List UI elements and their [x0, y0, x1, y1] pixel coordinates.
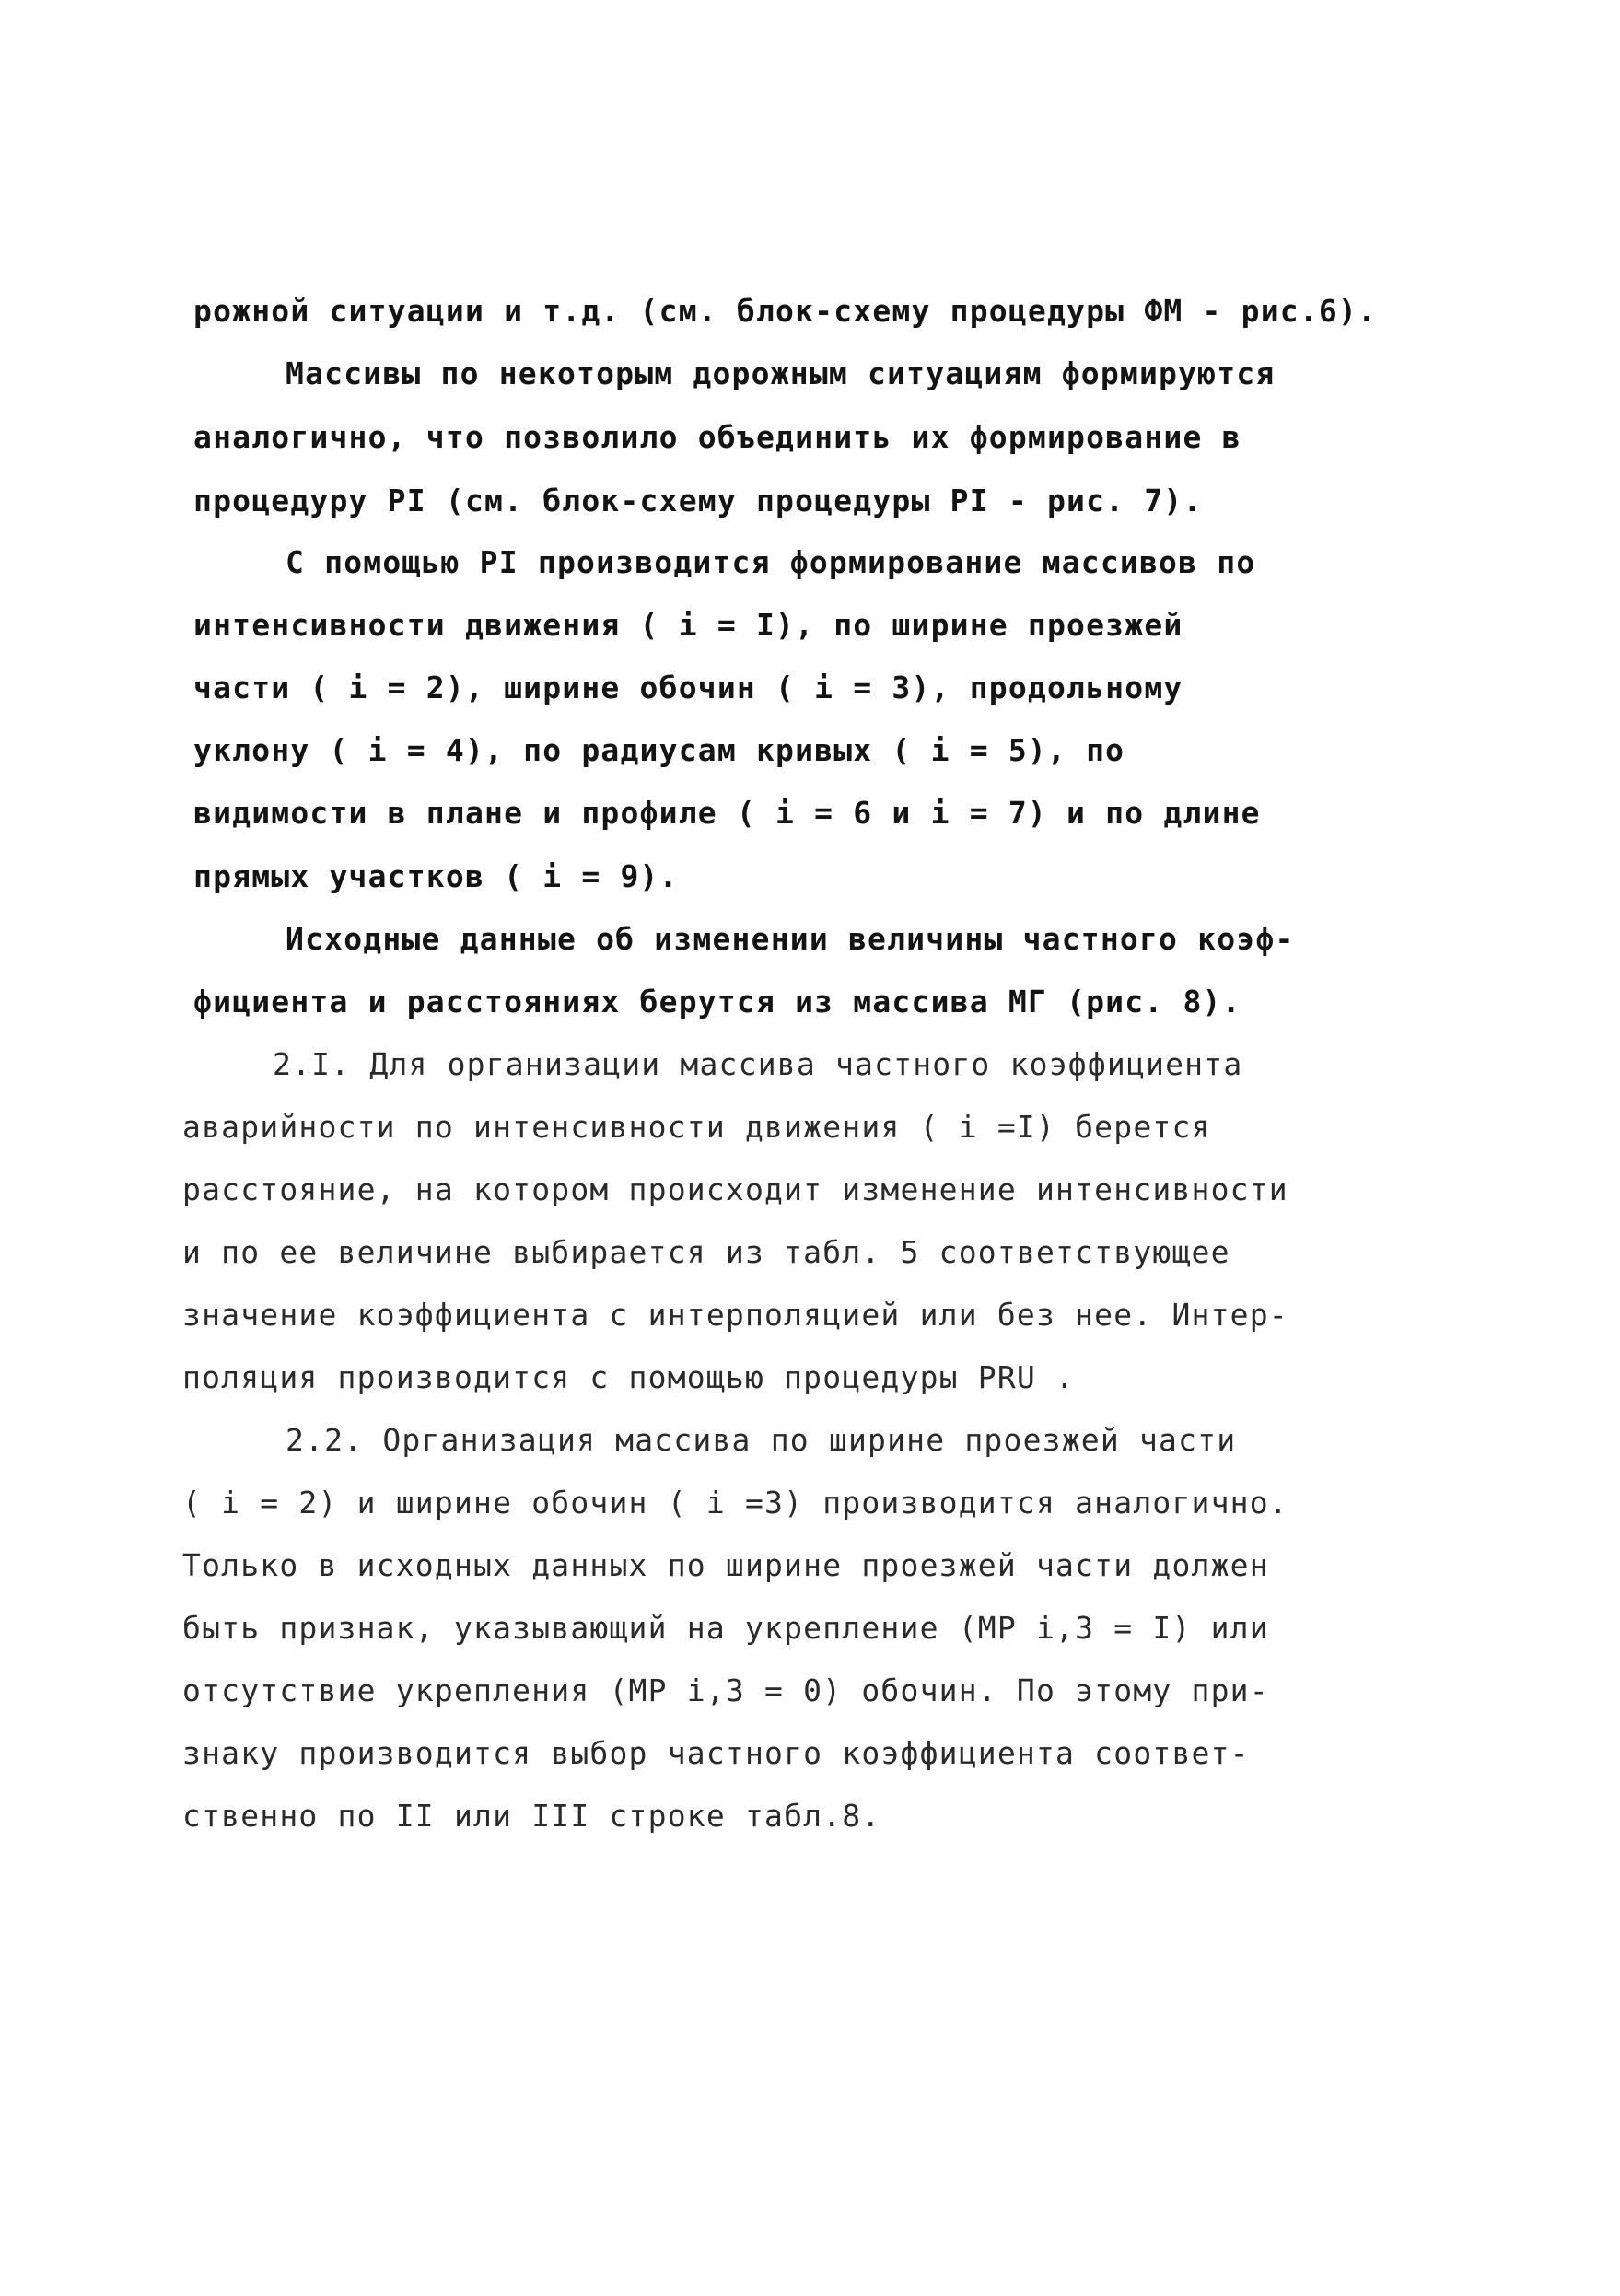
text-line: поляция производится с помощью процедуры PRU . — [182, 1359, 1076, 1395]
text-line: ственно по II или III строке табл.8. — [182, 1798, 881, 1834]
text-line: Массивы по некоторым дорожным ситуациям формируются — [286, 355, 1276, 391]
text-line: и по ее величине выбирается из табл. 5 соответствующее — [182, 1234, 1230, 1270]
text-line: части ( i = 2), ширине обочин ( i = 3), продольному — [193, 670, 1183, 705]
text-line: фициента и расстояниях берутся из массива МГ (рис. 8). — [193, 984, 1241, 1020]
text-line: 2.I. Для организации массива частного коэффициента — [273, 1046, 1243, 1082]
text-line: значение коэффициента с интерполяцией или без нее. Интер- — [182, 1297, 1288, 1333]
text-line: аналогично, что позволило объединить их формирование в — [193, 419, 1241, 455]
text-line: Исходные данные об изменении величины частного коэф- — [286, 921, 1295, 957]
text-line: аварийности по интенсивности движения ( i =I) берется — [182, 1109, 1211, 1145]
text-line: прямых участков ( i = 9). — [193, 858, 679, 894]
text-line: видимости в плане и профиле ( i = 6 и i = 7) и по длине — [193, 795, 1261, 831]
text-line: ( i = 2) и ширине обочин ( i =3) производится аналогично. — [182, 1485, 1288, 1521]
text-line: знаку производится выбор частного коэффициента соответ- — [182, 1735, 1250, 1771]
text-line: расстояние, на котором происходит изменение интенсивности — [182, 1171, 1288, 1207]
text-line: быть признак, указывающий на укрепление (MP i,3 = I) или — [182, 1610, 1269, 1646]
text-line: отсутствие укрепления (MP i,3 = 0) обочин. По этому при- — [182, 1672, 1269, 1708]
text-line: Только в исходных данных по ширине проезжей части должен — [182, 1547, 1269, 1583]
text-line: процедуру PI (см. блок-схему процедуры PI - рис. 7). — [193, 483, 1203, 519]
text-line: уклону ( i = 4), по радиусам кривых ( i = 5), по — [193, 732, 1125, 768]
text-line: С помощью PI производится формирование массивов по — [286, 544, 1256, 580]
text-line: рожной ситуации и т.д. (см. блок-схему процедуры ФМ - рис.6). — [193, 293, 1378, 329]
text-line: интенсивности движения ( i = I), по ширине проезжей — [193, 607, 1183, 643]
text-line: 2.2. Организация массива по ширине проезжей части — [286, 1422, 1237, 1458]
